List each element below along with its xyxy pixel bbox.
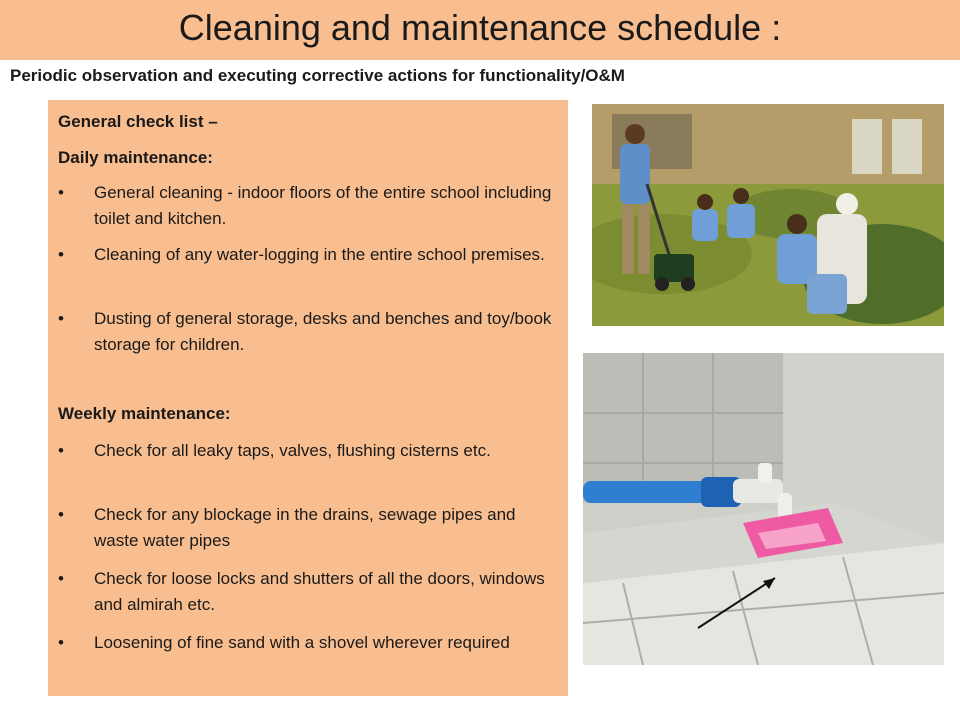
bullet: • bbox=[58, 505, 64, 524]
gardening-photo bbox=[592, 104, 944, 326]
daily-item-text: Dusting of general storage, desks and benches and toy/book storage for children. bbox=[94, 309, 552, 354]
weekly-item-text: Check for all leaky taps, valves, flushing cisterns etc. bbox=[94, 441, 491, 460]
bullet: • bbox=[58, 245, 64, 264]
bullet: • bbox=[58, 183, 64, 202]
daily-item bbox=[58, 306, 558, 358]
weekly-item bbox=[58, 502, 558, 554]
weekly-item bbox=[58, 630, 558, 682]
weekly-item-text: Loosening of fine sand with a shovel wherever required bbox=[94, 633, 510, 652]
weekly-item bbox=[58, 566, 558, 618]
weekly-item-text: Check for loose locks and shutters of all the doors, windows and almirah etc. bbox=[94, 569, 545, 614]
bullet: • bbox=[58, 569, 64, 588]
tap-illustration bbox=[583, 353, 944, 665]
tap-photo bbox=[583, 353, 944, 665]
slide-title: Cleaning and maintenance schedule : bbox=[178, 7, 782, 48]
bullet: • bbox=[58, 309, 64, 328]
weekly-item bbox=[58, 438, 558, 490]
bullet: • bbox=[58, 441, 64, 460]
daily-item-text: Cleaning of any water-logging in the entire school premises. bbox=[94, 245, 545, 264]
weekly-item-text: Check for any blockage in the drains, sewage pipes and waste water pipes bbox=[94, 505, 516, 550]
gardening-illustration bbox=[592, 104, 944, 326]
slide-subtitle: Periodic observation and executing corrective actions for functionality/O&M bbox=[10, 66, 625, 85]
weekly-heading: Weekly maintenance: bbox=[58, 404, 231, 423]
checklist-heading: General check list – bbox=[58, 112, 218, 131]
bullet: • bbox=[58, 633, 64, 652]
daily-item bbox=[58, 242, 558, 294]
daily-item-text: General cleaning - indoor floors of the entire school including toilet and kitchen. bbox=[94, 183, 552, 228]
daily-item bbox=[58, 180, 558, 232]
daily-heading: Daily maintenance: bbox=[58, 148, 213, 167]
